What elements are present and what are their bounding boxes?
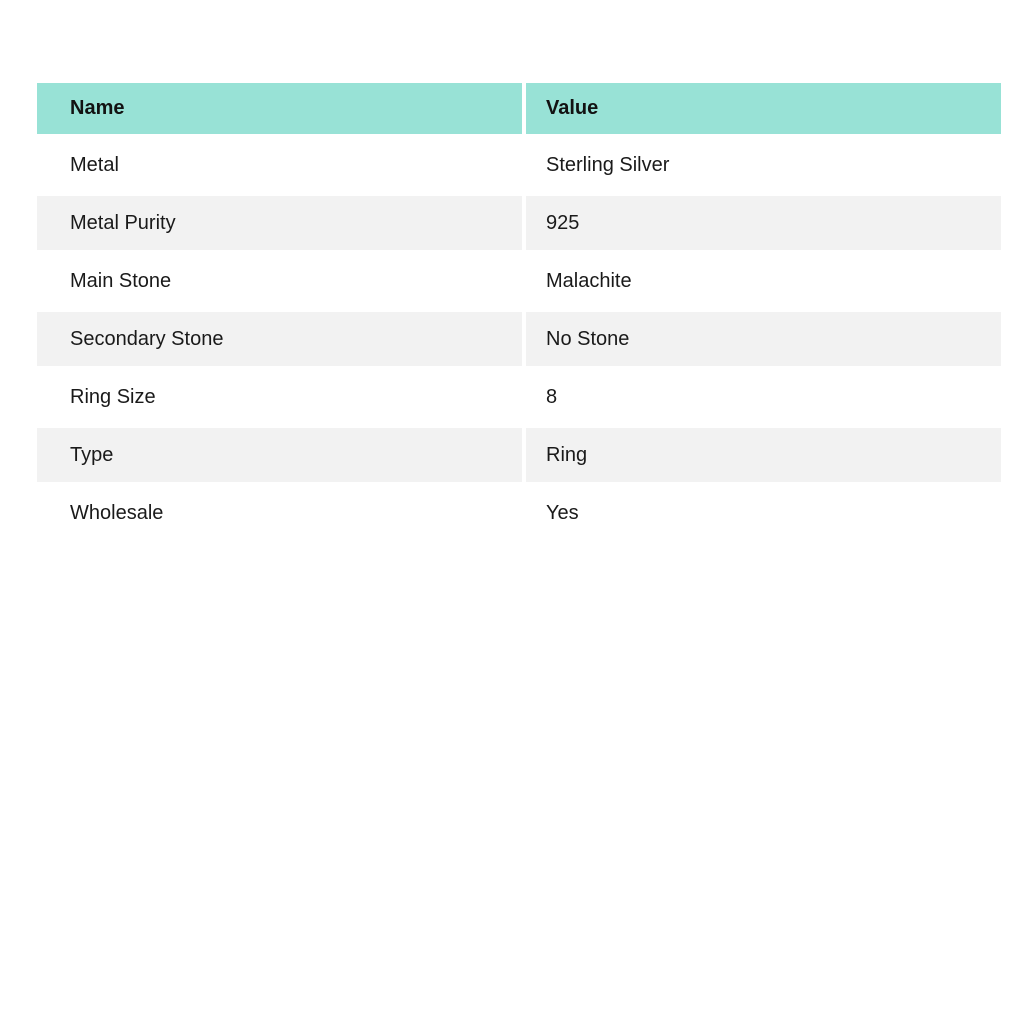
attribute-name-cell: Secondary Stone	[37, 312, 522, 366]
attribute-value-cell: Malachite	[526, 254, 1001, 308]
table-row-secondary-stone	[37, 312, 1001, 366]
attribute-value-cell: Sterling Silver	[526, 138, 1001, 192]
table-row-ring-size	[37, 370, 1001, 424]
column-header-name: Name	[37, 83, 522, 134]
attribute-name-cell: Metal	[37, 138, 522, 192]
attribute-name-cell: Wholesale	[37, 486, 522, 540]
table-header-row	[37, 83, 1001, 134]
attribute-value-cell: No Stone	[526, 312, 1001, 366]
column-header-value: Value	[526, 83, 1001, 134]
attribute-value-cell: 8	[526, 370, 1001, 424]
table-row-metal-purity	[37, 196, 1001, 250]
table-row-type	[37, 428, 1001, 482]
table-row-wholesale	[37, 486, 1001, 540]
attribute-value-cell: Ring	[526, 428, 1001, 482]
attribute-name-cell: Ring Size	[37, 370, 522, 424]
attribute-name-cell: Main Stone	[37, 254, 522, 308]
table-row-metal	[37, 138, 1001, 192]
attribute-value-cell: 925	[526, 196, 1001, 250]
attributes-table	[37, 83, 1001, 544]
attribute-value-cell: Yes	[526, 486, 1001, 540]
table-row-main-stone	[37, 254, 1001, 308]
attribute-name-cell: Metal Purity	[37, 196, 522, 250]
attribute-name-cell: Type	[37, 428, 522, 482]
